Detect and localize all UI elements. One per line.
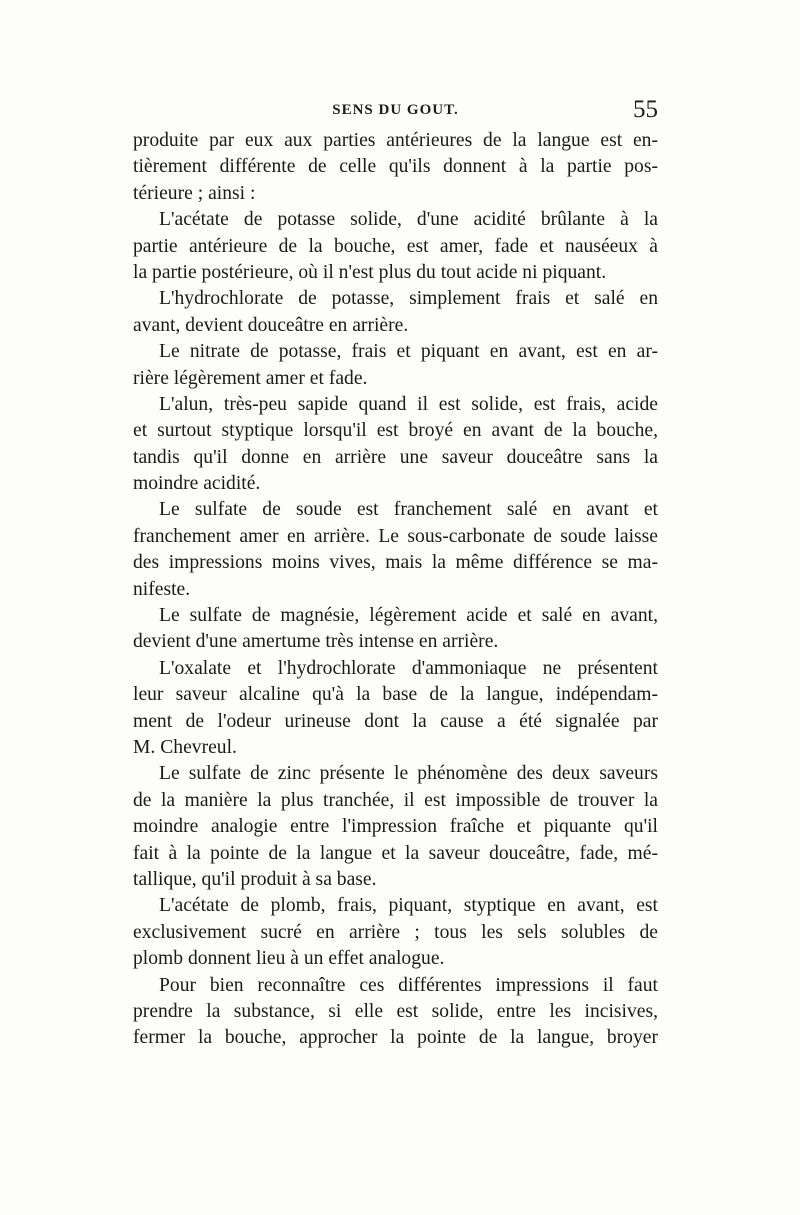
text-line: tandis qu'il donne en arrière une saveur douceâtre sans la xyxy=(133,446,658,468)
text-line: M. Chevreul. xyxy=(133,736,237,758)
text-line: Pour bien reconnaître ces différentes impressions il faut xyxy=(159,974,658,996)
text-line: ment de l'odeur urineuse dont la cause a été signalée par xyxy=(133,710,658,732)
page-header xyxy=(133,96,658,130)
text-line: fait à la pointe de la langue et la saveur douceâtre, fade, mé- xyxy=(133,842,658,864)
text-line: des impressions moins vives, mais la même différence se ma- xyxy=(133,552,658,574)
text-line: L'acétate de plomb, frais, piquant, styptique en avant, est xyxy=(159,895,658,917)
text-line: L'hydrochlorate de potasse, simplement frais et salé en xyxy=(159,288,658,310)
text-line: moindre analogie entre l'impression fraîche et piquante qu'il xyxy=(133,816,658,838)
text-line: franchement amer en arrière. Le sous-carbonate de soude laisse xyxy=(133,525,658,547)
text-line: de la manière la plus tranchée, il est impossible de trouver la xyxy=(133,789,658,811)
text-line: térieure ; ainsi : xyxy=(133,182,256,204)
text-line: et surtout styptique lorsqu'il est broyé en avant de la bouche, xyxy=(133,420,658,442)
text-line: la partie postérieure, où il n'est plus du tout acide ni piquant. xyxy=(133,261,607,283)
body-text xyxy=(133,128,658,1052)
text-line: L'acétate de potasse solide, d'une acidité brûlante à la xyxy=(159,209,658,231)
text-line: Le nitrate de potasse, frais et piquant en avant, est en ar- xyxy=(159,341,658,363)
text-line: Le sulfate de soude est franchement salé en avant et xyxy=(159,499,658,521)
text-line: L'oxalate et l'hydrochlorate d'ammoniaque ne présentent xyxy=(159,657,658,679)
text-line: prendre la substance, si elle est solide, entre les incisives, xyxy=(133,1000,658,1022)
text-line: partie antérieure de la bouche, est amer, fade et nauséeux à xyxy=(133,235,658,257)
text-line: exclusivement sucré en arrière ; tous les sels solubles de xyxy=(133,921,658,943)
text-line: produite par eux aux parties antérieures de la langue est en- xyxy=(133,130,658,151)
text-line: L'alun, très-peu sapide quand il est solide, est frais, acide xyxy=(159,393,658,415)
text-line: tièrement différente de celle qu'ils donnent à la partie pos- xyxy=(133,156,658,178)
text-line: leur saveur alcaline qu'à la base de la langue, indépendam- xyxy=(133,684,658,706)
running-head: SENS DU GOUT. xyxy=(332,102,459,118)
text-line: Le sulfate de zinc présente le phénomène des deux saveurs xyxy=(159,763,658,785)
text-line: Le sulfate de magnésie, légèrement acide et salé en avant, xyxy=(159,605,658,627)
text-line: moindre acidité. xyxy=(133,473,261,495)
page-number: 55 xyxy=(633,96,658,123)
text-line: rière légèrement amer et fade. xyxy=(133,367,368,389)
text-line: plomb donnent lieu à un effet analogue. xyxy=(133,948,445,970)
text-line: tallique, qu'il produit à sa base. xyxy=(133,868,377,890)
text-line: devient d'une amertume très intense en arrière. xyxy=(133,631,499,653)
text-line: nifeste. xyxy=(133,578,191,600)
text-line: avant, devient douceâtre en arrière. xyxy=(133,314,409,336)
text-line: fermer la bouche, approcher la pointe de la langue, broyer xyxy=(133,1027,658,1049)
